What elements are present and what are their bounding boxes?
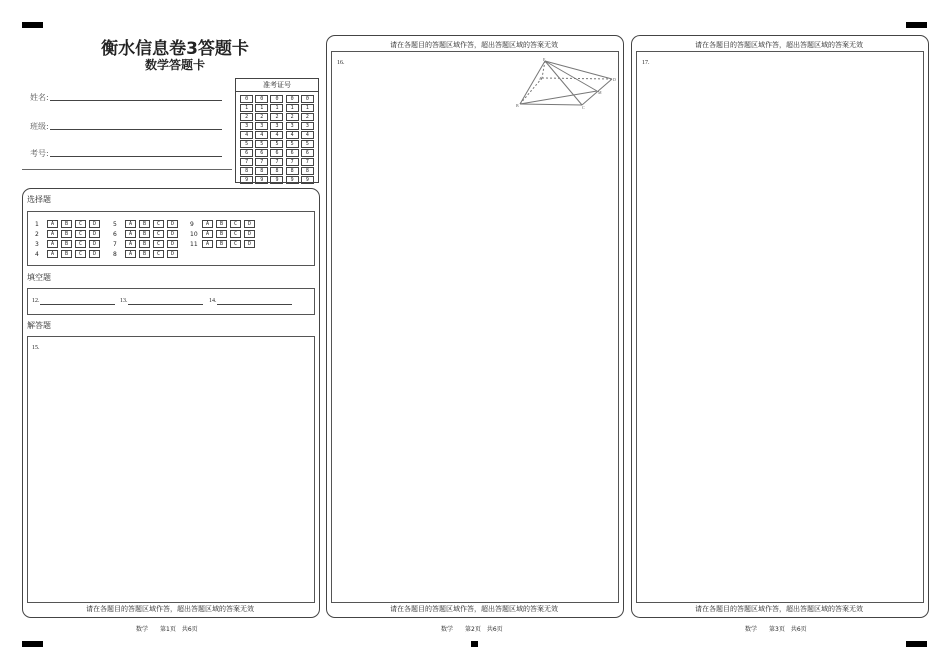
figure-label-b: B bbox=[516, 103, 519, 108]
admission-digit-bubble[interactable]: 9 bbox=[301, 176, 314, 184]
choice-bubble-c[interactable]: C bbox=[75, 250, 86, 258]
choice-bubble-c[interactable]: C bbox=[230, 240, 241, 248]
choice-bubble-d[interactable]: D bbox=[89, 220, 100, 228]
choice-bubble-a[interactable]: A bbox=[47, 220, 58, 228]
choice-bubble-c[interactable]: C bbox=[153, 230, 164, 238]
choice-bubble-b[interactable]: B bbox=[61, 230, 72, 238]
choice-bubble-c[interactable]: C bbox=[75, 230, 86, 238]
choice-bubble-d[interactable]: D bbox=[244, 240, 255, 248]
admission-digit-bubble[interactable]: 0 bbox=[255, 95, 268, 103]
admission-digit-bubble[interactable]: 1 bbox=[301, 104, 314, 112]
admission-digit-bubble[interactable]: 8 bbox=[240, 167, 253, 175]
admission-digit-bubble[interactable]: 0 bbox=[301, 95, 314, 103]
choice-bubble-a[interactable]: A bbox=[202, 230, 213, 238]
choice-section-title: 选择题 bbox=[27, 195, 51, 204]
divider bbox=[22, 169, 232, 170]
choice-bubble-d[interactable]: D bbox=[89, 230, 100, 238]
choice-question-7 bbox=[113, 240, 181, 248]
admission-digit-bubble[interactable]: 2 bbox=[286, 113, 299, 121]
choice-bubble-b[interactable]: B bbox=[139, 240, 150, 248]
figure-label-e: E bbox=[543, 57, 546, 62]
admission-digit-bubble[interactable]: 8 bbox=[286, 167, 299, 175]
choice-question-8 bbox=[113, 250, 181, 258]
choice-question-number: 4 bbox=[35, 250, 39, 258]
choice-bubble-a[interactable]: A bbox=[202, 220, 213, 228]
answer-area-15[interactable] bbox=[27, 336, 315, 603]
admission-number-box bbox=[235, 78, 319, 183]
answer-section-title: 解答题 bbox=[27, 321, 51, 330]
admission-digit-bubble[interactable]: 4 bbox=[270, 131, 283, 139]
admission-digit-column bbox=[286, 95, 299, 184]
choice-bubble-b[interactable]: B bbox=[216, 230, 227, 238]
choice-bubble-c[interactable]: C bbox=[153, 220, 164, 228]
choice-bubble-d[interactable]: D bbox=[89, 240, 100, 248]
sheet-title: 衡水信息卷3答题卡 bbox=[101, 39, 249, 59]
figure-label-c: C bbox=[582, 105, 585, 110]
admission-digit-bubble[interactable]: 3 bbox=[301, 122, 314, 130]
admission-digit-bubble[interactable]: 0 bbox=[270, 95, 283, 103]
choice-question-number: 9 bbox=[190, 220, 194, 228]
choice-bubble-c[interactable]: C bbox=[75, 220, 86, 228]
choice-question-number: 1 bbox=[35, 220, 39, 228]
choice-bubble-a[interactable]: A bbox=[125, 250, 136, 258]
admission-digit-bubble[interactable]: 2 bbox=[270, 113, 283, 121]
admission-digit-bubble[interactable]: 1 bbox=[255, 104, 268, 112]
page3-footer: 数学 第3页 共6页 bbox=[745, 626, 807, 633]
admission-digit-bubble[interactable]: 4 bbox=[286, 131, 299, 139]
choice-bubble-d[interactable]: D bbox=[89, 250, 100, 258]
choice-bubble-d[interactable]: D bbox=[244, 220, 255, 228]
admission-number-grid bbox=[236, 92, 318, 184]
fill-item-14: 14. bbox=[209, 298, 217, 304]
choice-question-6 bbox=[113, 230, 181, 238]
admission-digit-bubble[interactable]: 4 bbox=[255, 131, 268, 139]
choice-question-number: 3 bbox=[35, 240, 39, 248]
choice-question-3 bbox=[35, 240, 103, 248]
choice-question-5 bbox=[113, 220, 181, 228]
page3-warning-top: 请在各题目的答题区域作答，超出答题区域的答案无效 bbox=[695, 41, 863, 49]
choice-bubble-a[interactable]: A bbox=[47, 240, 58, 248]
admission-digit-bubble[interactable]: 5 bbox=[301, 140, 314, 148]
admission-digit-bubble[interactable]: 4 bbox=[301, 131, 314, 139]
admission-digit-bubble[interactable]: 9 bbox=[240, 176, 253, 184]
registration-mark-bottom-center bbox=[471, 641, 478, 647]
fill-item-13: 13. bbox=[120, 298, 128, 304]
choice-question-number: 2 bbox=[35, 230, 39, 238]
admission-digit-bubble[interactable]: 2 bbox=[301, 113, 314, 121]
question-number-15: 15. bbox=[32, 345, 40, 351]
admission-digit-column bbox=[255, 95, 268, 184]
choice-bubble-c[interactable]: C bbox=[75, 240, 86, 248]
choice-bubble-a[interactable]: A bbox=[125, 220, 136, 228]
fill-box bbox=[27, 288, 315, 315]
admission-digit-bubble[interactable]: 7 bbox=[301, 158, 314, 166]
choice-question-4 bbox=[35, 250, 103, 258]
page2-warning-top: 请在各题目的答题区域作答，超出答题区域的答案无效 bbox=[390, 41, 558, 49]
choice-question-number: 10 bbox=[190, 230, 198, 238]
admission-digit-bubble[interactable]: 2 bbox=[255, 113, 268, 121]
choice-bubble-a[interactable]: A bbox=[47, 250, 58, 258]
choice-bubble-b[interactable]: B bbox=[61, 240, 72, 248]
choice-bubble-b[interactable]: B bbox=[61, 220, 72, 228]
admission-digit-bubble[interactable]: 9 bbox=[286, 176, 299, 184]
answer-area-17[interactable] bbox=[636, 51, 924, 603]
admission-digit-bubble[interactable]: 8 bbox=[301, 167, 314, 175]
question-number-16: 16. bbox=[337, 60, 345, 66]
choice-bubble-c[interactable]: C bbox=[153, 240, 164, 248]
admission-digit-column bbox=[270, 95, 283, 184]
choice-bubble-a[interactable]: A bbox=[47, 230, 58, 238]
choice-bubble-d[interactable]: D bbox=[167, 240, 178, 248]
choice-bubble-b[interactable]: B bbox=[139, 250, 150, 258]
page3-warning-bottom: 请在各题目的答题区域作答，超出答题区域的答案无效 bbox=[695, 605, 863, 613]
choice-bubble-b[interactable]: B bbox=[139, 220, 150, 228]
figure-label-d: D bbox=[613, 77, 616, 82]
admission-digit-bubble[interactable]: 5 bbox=[240, 140, 253, 148]
sheet-subtitle: 数学答题卡 bbox=[144, 58, 205, 72]
admission-digit-column bbox=[301, 95, 314, 184]
answer-area-16[interactable] bbox=[331, 51, 619, 603]
admission-number-header: 准考证号 bbox=[236, 79, 318, 92]
admission-digit-bubble[interactable]: 7 bbox=[286, 158, 299, 166]
page1-footer: 数学 第1页 共6页 bbox=[136, 626, 198, 633]
admission-digit-bubble[interactable]: 8 bbox=[270, 167, 283, 175]
admission-digit-bubble[interactable]: 3 bbox=[270, 122, 283, 130]
choice-bubble-b[interactable]: B bbox=[61, 250, 72, 258]
name-field[interactable] bbox=[50, 100, 222, 101]
figure-label-m: M bbox=[598, 90, 602, 95]
fill-answer-line-14[interactable] bbox=[217, 304, 292, 305]
choice-bubble-a[interactable]: A bbox=[125, 230, 136, 238]
fill-item-12: 12. bbox=[32, 298, 40, 304]
choice-bubble-c[interactable]: C bbox=[230, 220, 241, 228]
admission-digit-bubble[interactable]: 1 bbox=[286, 104, 299, 112]
exam-no-field[interactable] bbox=[50, 156, 222, 157]
admission-digit-bubble[interactable]: 7 bbox=[270, 158, 283, 166]
choice-question-number: 5 bbox=[113, 220, 117, 228]
admission-digit-bubble[interactable]: 2 bbox=[240, 113, 253, 121]
admission-digit-bubble[interactable]: 5 bbox=[286, 140, 299, 148]
class-field[interactable] bbox=[50, 129, 222, 130]
fill-answer-line-12[interactable] bbox=[40, 304, 115, 305]
admission-digit-bubble[interactable]: 7 bbox=[255, 158, 268, 166]
admission-digit-bubble[interactable]: 9 bbox=[255, 176, 268, 184]
choice-question-11 bbox=[190, 240, 258, 248]
admission-digit-bubble[interactable]: 7 bbox=[240, 158, 253, 166]
choice-bubble-a[interactable]: A bbox=[202, 240, 213, 248]
choice-bubble-d[interactable]: D bbox=[167, 220, 178, 228]
admission-digit-bubble[interactable]: 8 bbox=[255, 167, 268, 175]
choice-question-number: 11 bbox=[190, 240, 198, 248]
admission-digit-bubble[interactable]: 9 bbox=[270, 176, 283, 184]
admission-digit-bubble[interactable]: 0 bbox=[240, 95, 253, 103]
choice-bubble-d[interactable]: D bbox=[244, 230, 255, 238]
registration-mark-bottom-right bbox=[906, 641, 927, 647]
choice-bubble-a[interactable]: A bbox=[125, 240, 136, 248]
figure-label-a: A bbox=[539, 76, 542, 81]
choice-question-1 bbox=[35, 220, 103, 228]
admission-digit-bubble[interactable]: 6 bbox=[255, 149, 268, 157]
registration-mark-bottom-left bbox=[22, 641, 43, 647]
fill-section-title: 填空题 bbox=[27, 273, 51, 282]
admission-digit-bubble[interactable]: 6 bbox=[240, 149, 253, 157]
choice-bubble-c[interactable]: C bbox=[153, 250, 164, 258]
admission-digit-bubble[interactable]: 5 bbox=[270, 140, 283, 148]
admission-digit-bubble[interactable]: 0 bbox=[286, 95, 299, 103]
admission-digit-bubble[interactable]: 3 bbox=[255, 122, 268, 130]
admission-digit-bubble[interactable]: 3 bbox=[240, 122, 253, 130]
choice-question-number: 8 bbox=[113, 250, 117, 258]
choice-question-number: 7 bbox=[113, 240, 117, 248]
admission-digit-bubble[interactable]: 6 bbox=[286, 149, 299, 157]
choice-bubble-d[interactable]: D bbox=[167, 230, 178, 238]
exam-no-label: 考号: bbox=[30, 149, 49, 158]
choice-bubble-b[interactable]: B bbox=[139, 230, 150, 238]
admission-digit-bubble[interactable]: 1 bbox=[240, 104, 253, 112]
admission-digit-bubble[interactable]: 3 bbox=[286, 122, 299, 130]
choice-bubble-c[interactable]: C bbox=[230, 230, 241, 238]
admission-digit-column bbox=[240, 95, 253, 184]
admission-digit-bubble[interactable]: 6 bbox=[301, 149, 314, 157]
choice-question-10 bbox=[190, 230, 258, 238]
class-label: 班级: bbox=[30, 122, 49, 131]
admission-digit-bubble[interactable]: 1 bbox=[270, 104, 283, 112]
choice-question-2 bbox=[35, 230, 103, 238]
choice-bubble-d[interactable]: D bbox=[167, 250, 178, 258]
fill-answer-line-13[interactable] bbox=[128, 304, 203, 305]
registration-mark-top-left bbox=[22, 22, 43, 28]
name-label: 姓名: bbox=[30, 93, 49, 102]
admission-digit-bubble[interactable]: 5 bbox=[255, 140, 268, 148]
page2-warning-bottom: 请在各题目的答题区域作答，超出答题区域的答案无效 bbox=[390, 605, 558, 613]
question-number-17: 17. bbox=[642, 60, 650, 66]
pyramid-figure bbox=[510, 56, 620, 110]
choice-bubble-b[interactable]: B bbox=[216, 220, 227, 228]
page1-warning: 请在各题目的答题区域作答，超出答题区域的答案无效 bbox=[86, 605, 254, 613]
choice-question-number: 6 bbox=[113, 230, 117, 238]
admission-digit-bubble[interactable]: 4 bbox=[240, 131, 253, 139]
choice-bubble-b[interactable]: B bbox=[216, 240, 227, 248]
choice-question-9 bbox=[190, 220, 258, 228]
registration-mark-top-right bbox=[906, 22, 927, 28]
page2-footer: 数学 第2页 共6页 bbox=[441, 626, 503, 633]
admission-digit-bubble[interactable]: 6 bbox=[270, 149, 283, 157]
